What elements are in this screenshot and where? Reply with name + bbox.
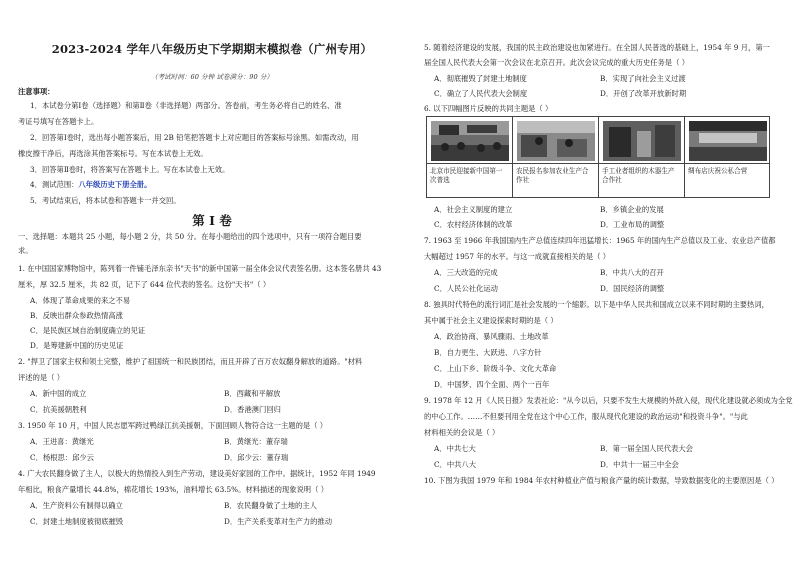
option-d: D．中国梦、四个全面、两个一百年 (434, 380, 550, 389)
option-a: A．体现了革命成果的来之不易 (30, 296, 131, 305)
option-d: D．中共十一届三中全会 (600, 460, 679, 469)
option-c: C．抗美援朝胜利 (30, 405, 87, 414)
left-column (18, 0, 406, 562)
exam-subtitle: （考试时间：60 分钟 试卷满分：90 分） (151, 73, 273, 81)
option-a: A．王进喜：黄继光 (30, 437, 94, 446)
option-d: D．香港澳门回归 (224, 405, 281, 414)
question-5: 届全国人民代表大会第一次会议在北京召开。此次会议完成的重大历史任务是（ ） (424, 58, 690, 67)
question-7: 7. 1963 至 1966 年我国国内生产总值连续四年迅猛增长：1965 年的国内生产总值以及工业、农业总产值都 (424, 236, 776, 245)
section-title: 第 I 卷 (192, 213, 232, 228)
section-instruction: 求。 (18, 246, 33, 255)
question-4: 4. 广大农民翻身做了主人，以极大的热情投入到生产劳动，建设美好家园的工作中。据统计，1952 年同 1949 (18, 469, 376, 478)
notice-scope-label: 4．测试范围： (30, 180, 79, 189)
notice-title: 注意事项： (18, 87, 55, 96)
option-a: A．彻底摧毁了封建土地制度 (434, 74, 527, 83)
option-b: B．乡镇企业的发展 (600, 205, 664, 214)
question-1: 厘米，厚 32.5 厘米，共 82 页，记下了 644 位代表的签名。这份"天书"（ ） (18, 280, 271, 289)
option-a: A．政治协商、暴风骤雨、土地改革 (434, 332, 549, 341)
option-d: D．邱少云：董存瑞 (224, 453, 289, 462)
notice-line: 橡皮擦干净后，再选涂其他答案标号。写在本试卷上无效。 (18, 149, 208, 158)
option-c: C．杨根思：邱少云 (30, 453, 94, 462)
option-b: B．西藏和平解放 (224, 389, 281, 398)
image-caption: 农民报名参加农业生产合作社 (516, 167, 589, 184)
notice-line: 3．回答第Ⅱ卷时，将答案写在答题卡上。写在本试卷上无效。 (30, 165, 230, 174)
option-c: C．农村经济体制的改革 (434, 220, 513, 229)
notice-line: 1．本试卷分第Ⅰ卷（选择题）和第Ⅱ卷（非选择题）两部分。答卷前，考生务必将自己的姓名、准 (30, 101, 342, 110)
option-c: C．封建土地制度被彻底摧毁 (30, 517, 124, 526)
notice-line: 考证号填写在答题卡上。 (18, 117, 99, 126)
option-a: A．新中国的成立 (30, 389, 87, 398)
question-10: 10. 下图为我国 1979 年和 1984 年农村种植业产值与粮食产量的统计数据，导致数据变化的主要原因是（ ） (424, 476, 779, 485)
question-1: 1. 在中国国家博物馆中，陈列着一件铺毛泽东亲书"天书"的新中国第一届全体会议代表签名册。这本签名册共 43 (18, 264, 382, 273)
option-a: A．生产资料公有制得以确立 (30, 501, 123, 510)
question-9: 的中心工作。……不但要刊用全党在这个中心工作，服从现代化建设的政治运动"和投资斗争"。"与此 (424, 412, 748, 421)
question-7: 大幅超过 1957 年的水平。与这一成就直接相关的是（ ） (424, 252, 611, 261)
notice-line (30, 180, 151, 189)
question-9: 材料相关的会议是（ ） (424, 428, 500, 437)
option-b: B．反映出群众参政热情高涨 (30, 311, 123, 320)
option-d: D．工业布局的调整 (600, 220, 665, 229)
option-d: D．开创了改革开放新时期 (600, 89, 687, 98)
right-column-lower (424, 0, 793, 562)
option-a: A．社会主义制度的建立 (434, 205, 513, 214)
question-8: 8. 独具时代特色的流行词汇是社会发展的一个缩影。以下是中华人民共和国成立以来不同时期的主要热词， (424, 300, 769, 309)
option-d: D．生产关系变革对生产力的推动 (224, 517, 333, 526)
option-b: B．农民翻身做了土地的主人 (224, 501, 317, 510)
option-c: C．中共八大 (434, 460, 477, 469)
notice-line: 2．回答第Ⅰ卷时，选出每小题答案后，用 2B 铅笔把答题卡上对应题目的答案标号涂黑。如需改动，用 (30, 133, 359, 142)
question-9: 9. 1978 年 12 月《人民日报》发表社论："从今以后，只要不发生大规模的外敌入侵，现代化建设就必须成为全党 (424, 396, 793, 405)
question-5: 5. 随着经济建设的发展，我国的民主政治建设也加紧进行。在全国人民普选的基础上，1954 年 9 月，第一 (424, 43, 770, 52)
exam-title: 2023-2024 学年八年级历史下学期期末模拟卷（广州专用） (51, 42, 373, 56)
option-b: B．第一届全国人民代表大会 (600, 444, 693, 453)
question-8: 其中属于社会主义建设探索时期的是（ ） (424, 316, 558, 325)
question-2: 2. "捍卫了国家主权和领土完整，维护了祖国统一和民族团结，而且开辟了百万农奴翻身解放的道路。"材料 (18, 357, 363, 366)
section-instruction: 一、选择题：本题共 25 小题，每小题 2 分，共 50 分。在每小题给出的四个选项中，只有一项符合题目要 (18, 232, 362, 241)
image-caption: 绸布店庆祝公私合营 (688, 167, 748, 175)
notice-scope-value: 八年级历史下册全册。 (78, 180, 152, 189)
image-caption: 北京市民迎接新中国第一次普选 (430, 167, 503, 184)
question-4: 年相比，粮食产量增长 44.8%，棉花增长 193%，油料增长 63.5%。材料描述的现象说明（ ） (18, 485, 328, 494)
question-2: 评述的是（ ） (18, 373, 65, 382)
option-c: C．确立了人民代表大会制度 (434, 89, 528, 98)
image-caption: 手工业者组织的木器生产合作社 (602, 167, 675, 184)
option-b: B．中共八大的召开 (600, 268, 664, 277)
option-b: B．实现了向社会主义过渡 (600, 74, 686, 83)
option-c: C．是民族区域自治制度确立的见证 (30, 326, 146, 335)
notice-line: 5．考试结束后，将本试卷和答题卡一并交回。 (30, 196, 181, 205)
option-a: A．中共七大 (434, 444, 476, 453)
question-6: 6. 以下四幅图片反映的共同主题是（ ） (424, 104, 553, 113)
option-a: A．三大改造的完成 (434, 268, 498, 277)
option-d: D．是筹建新中国的历史见证 (30, 341, 124, 350)
option-b: B．黄继光：董存瑞 (224, 437, 288, 446)
option-c: C．上山下乡、阶级斗争、文化大革命 (434, 364, 557, 373)
option-c: C．人民公社化运动 (434, 284, 498, 293)
question-3: 3. 1950 年 10 月，中国人民志愿军跨过鸭绿江抗美援朝，下面回顾人物符合这一主题的是（ ） (18, 421, 328, 430)
option-d: D．国民经济的调整 (600, 284, 665, 293)
option-b: B．自力更生、大跃进、八字方针 (434, 348, 542, 357)
